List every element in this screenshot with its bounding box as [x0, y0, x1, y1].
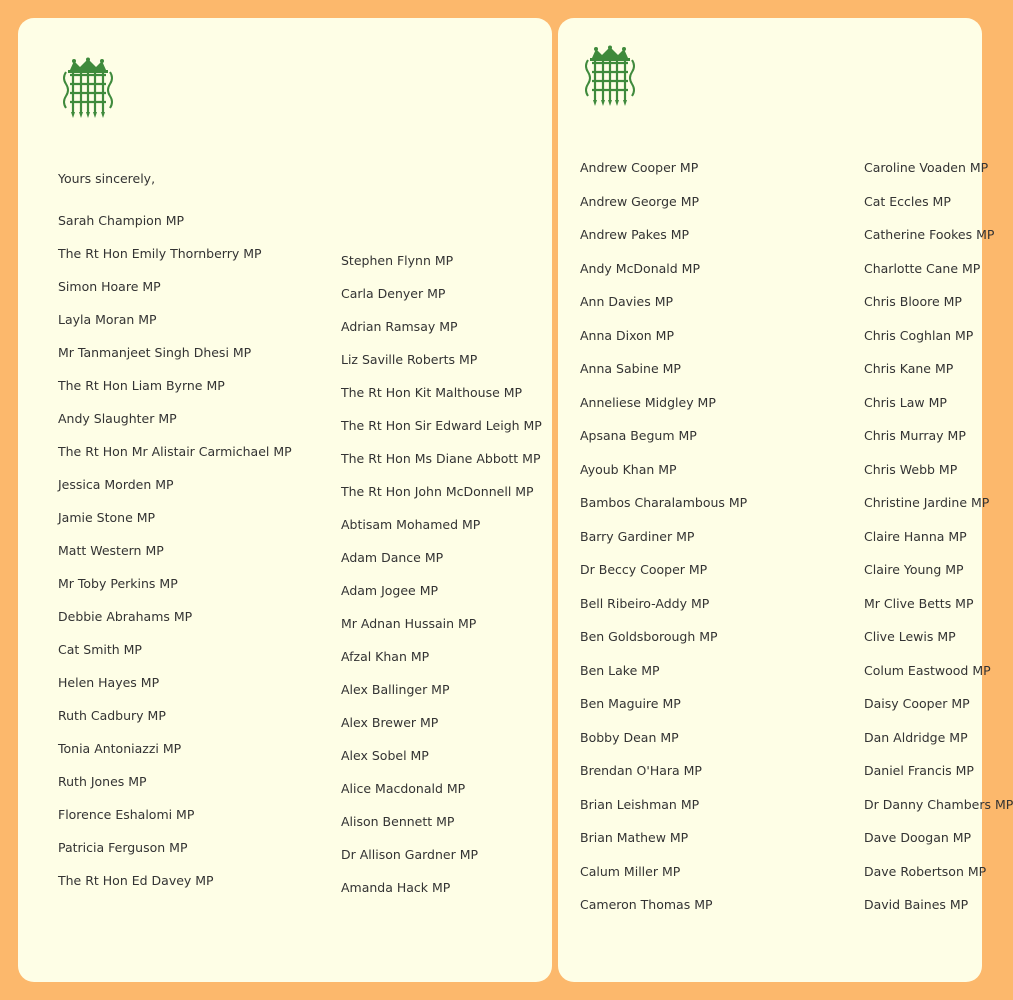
signatory-name: Daniel Francis MP	[864, 763, 974, 778]
signatory-name: Bobby Dean MP	[580, 729, 679, 745]
signatory-name: Stephen Flynn MP	[341, 253, 454, 268]
signatory-name: Catherine Fookes MP	[864, 227, 995, 242]
signatory-name: Patricia Ferguson MP	[58, 840, 188, 855]
signatory-name: Alison Bennett MP	[341, 814, 455, 829]
signatory-name: Debbie Abrahams MP	[58, 609, 193, 624]
signatory-name: Chris Murray MP	[864, 428, 966, 443]
signatory-name: Andrew George MP	[580, 193, 700, 209]
signatory-name: Adam Dance MP	[341, 550, 444, 565]
signatory-name: Cameron Thomas MP	[580, 897, 713, 912]
signatory-name: Chris Law MP	[864, 394, 947, 410]
signatory-name: Anna Sabine MP	[580, 361, 681, 376]
signatory-name: Ruth Cadbury MP	[58, 708, 166, 723]
signatory-name: Andy McDonald MP	[580, 260, 700, 276]
signatory-list-left-1	[58, 204, 292, 897]
signatory-name: Helen Hayes MP	[58, 675, 160, 690]
signatory-name: Dan Aldridge MP	[864, 729, 968, 745]
signatory-name: Jessica Morden MP	[58, 477, 174, 492]
signatory-name: Florence Eshalomi MP	[58, 807, 195, 822]
signatory-name: Andrew Cooper MP	[580, 160, 699, 175]
signatory-name: Ruth Jones MP	[58, 774, 147, 789]
portcullis-icon	[582, 46, 638, 108]
portcullis-icon	[60, 58, 116, 120]
signatory-name: Mr Toby Perkins MP	[58, 576, 178, 591]
signatory-name: Caroline Voaden MP	[864, 160, 989, 175]
signatory-name: Ben Maguire MP	[580, 696, 681, 711]
signatory-name: Layla Moran MP	[58, 312, 157, 327]
signatory-name: Anneliese Midgley MP	[580, 394, 716, 410]
signatory-name: Brian Mathew MP	[580, 830, 689, 845]
letter-page-right	[558, 18, 1013, 982]
signatory-name: Adrian Ramsay MP	[341, 319, 458, 334]
letter-page-left	[18, 18, 552, 982]
signatory-name: Colum Eastwood MP	[864, 662, 991, 678]
signatory-name: Daisy Cooper MP	[864, 696, 970, 711]
signatory-name: Ann Davies MP	[580, 294, 674, 309]
signatory-name: Ben Goldsborough MP	[580, 629, 718, 644]
signatory-name: David Baines MP	[864, 897, 969, 912]
signatory-name: Chris Bloore MP	[864, 294, 962, 309]
signatory-name: Chris Coghlan MP	[864, 327, 974, 343]
signatory-name: Dr Danny Chambers MP	[864, 796, 1013, 812]
signatory-name: Amanda Hack MP	[341, 880, 451, 895]
signatory-name: Simon Hoare MP	[58, 279, 161, 294]
signatory-name: Clive Lewis MP	[864, 629, 956, 644]
signatory-name: Charlotte Cane MP	[864, 260, 981, 276]
signatory-name: Apsana Begum MP	[580, 428, 697, 443]
signatory-name: The Rt Hon Liam Byrne MP	[58, 378, 225, 393]
signatory-name: The Rt Hon Emily Thornberry MP	[58, 246, 262, 261]
signatory-name: Bell Ribeiro-Addy MP	[580, 595, 710, 611]
signatory-name: Abtisam Mohamed MP	[341, 517, 481, 532]
signatory-list-left-2	[341, 244, 542, 904]
signatory-name: Dave Robertson MP	[864, 863, 987, 879]
signatory-list-right-2	[864, 151, 1013, 922]
signatory-name: The Rt Hon John McDonnell MP	[341, 484, 534, 499]
signatory-name: The Rt Hon Mr Alistair Carmichael MP	[58, 444, 292, 459]
signatory-name: Jamie Stone MP	[58, 510, 156, 525]
signatory-name: Afzal Khan MP	[341, 649, 430, 664]
signatory-name: Chris Kane MP	[864, 361, 954, 376]
signatory-name: Dr Allison Gardner MP	[341, 847, 479, 862]
signatory-name: Chris Webb MP	[864, 461, 958, 477]
signatory-name: Carla Denyer MP	[341, 286, 446, 301]
signatory-name: Liz Saville Roberts MP	[341, 352, 478, 367]
signatory-name: The Rt Hon Sir Edward Leigh MP	[341, 418, 542, 433]
signatory-name: Christine Jardine MP	[864, 495, 990, 510]
signatory-name: Claire Hanna MP	[864, 528, 967, 544]
signatory-name: Ayoub Khan MP	[580, 461, 677, 477]
closing-salutation: Yours sincerely,	[58, 171, 156, 186]
signatory-name: Mr Adnan Hussain MP	[341, 616, 477, 631]
signatory-name: Dr Beccy Cooper MP	[580, 562, 708, 577]
signatory-name: Matt Western MP	[58, 543, 164, 558]
signatory-name: Anna Dixon MP	[580, 327, 675, 343]
signatory-name: Barry Gardiner MP	[580, 528, 695, 544]
signatory-name: Dave Doogan MP	[864, 830, 972, 845]
signatory-name: Alice Macdonald MP	[341, 781, 466, 796]
signatory-name: Ben Lake MP	[580, 662, 660, 678]
signatory-name: Cat Smith MP	[58, 642, 142, 657]
signatory-name: Cat Eccles MP	[864, 193, 951, 209]
signatory-name: Andrew Pakes MP	[580, 227, 690, 242]
signatory-list-right-1	[580, 151, 747, 922]
signatory-name: Bambos Charalambous MP	[580, 495, 748, 510]
signatory-name: Sarah Champion MP	[58, 213, 185, 228]
signatory-name: The Rt Hon Ed Davey MP	[58, 873, 214, 888]
signatory-name: Claire Young MP	[864, 562, 964, 577]
signatory-name: Calum Miller MP	[580, 863, 681, 879]
signatory-name: Mr Clive Betts MP	[864, 595, 974, 611]
signatory-name: Brendan O'Hara MP	[580, 763, 702, 778]
signatory-name: Alex Ballinger MP	[341, 682, 450, 697]
signatory-name: Alex Brewer MP	[341, 715, 439, 730]
signatory-name: Tonia Antoniazzi MP	[58, 741, 182, 756]
signatory-name: Brian Leishman MP	[580, 796, 700, 812]
signatory-name: The Rt Hon Kit Malthouse MP	[341, 385, 523, 400]
signatory-name: Adam Jogee MP	[341, 583, 439, 598]
signatory-name: Alex Sobel MP	[341, 748, 429, 763]
signatory-name: The Rt Hon Ms Diane Abbott MP	[341, 451, 541, 466]
signatory-name: Andy Slaughter MP	[58, 411, 177, 426]
signatory-name: Mr Tanmanjeet Singh Dhesi MP	[58, 345, 252, 360]
